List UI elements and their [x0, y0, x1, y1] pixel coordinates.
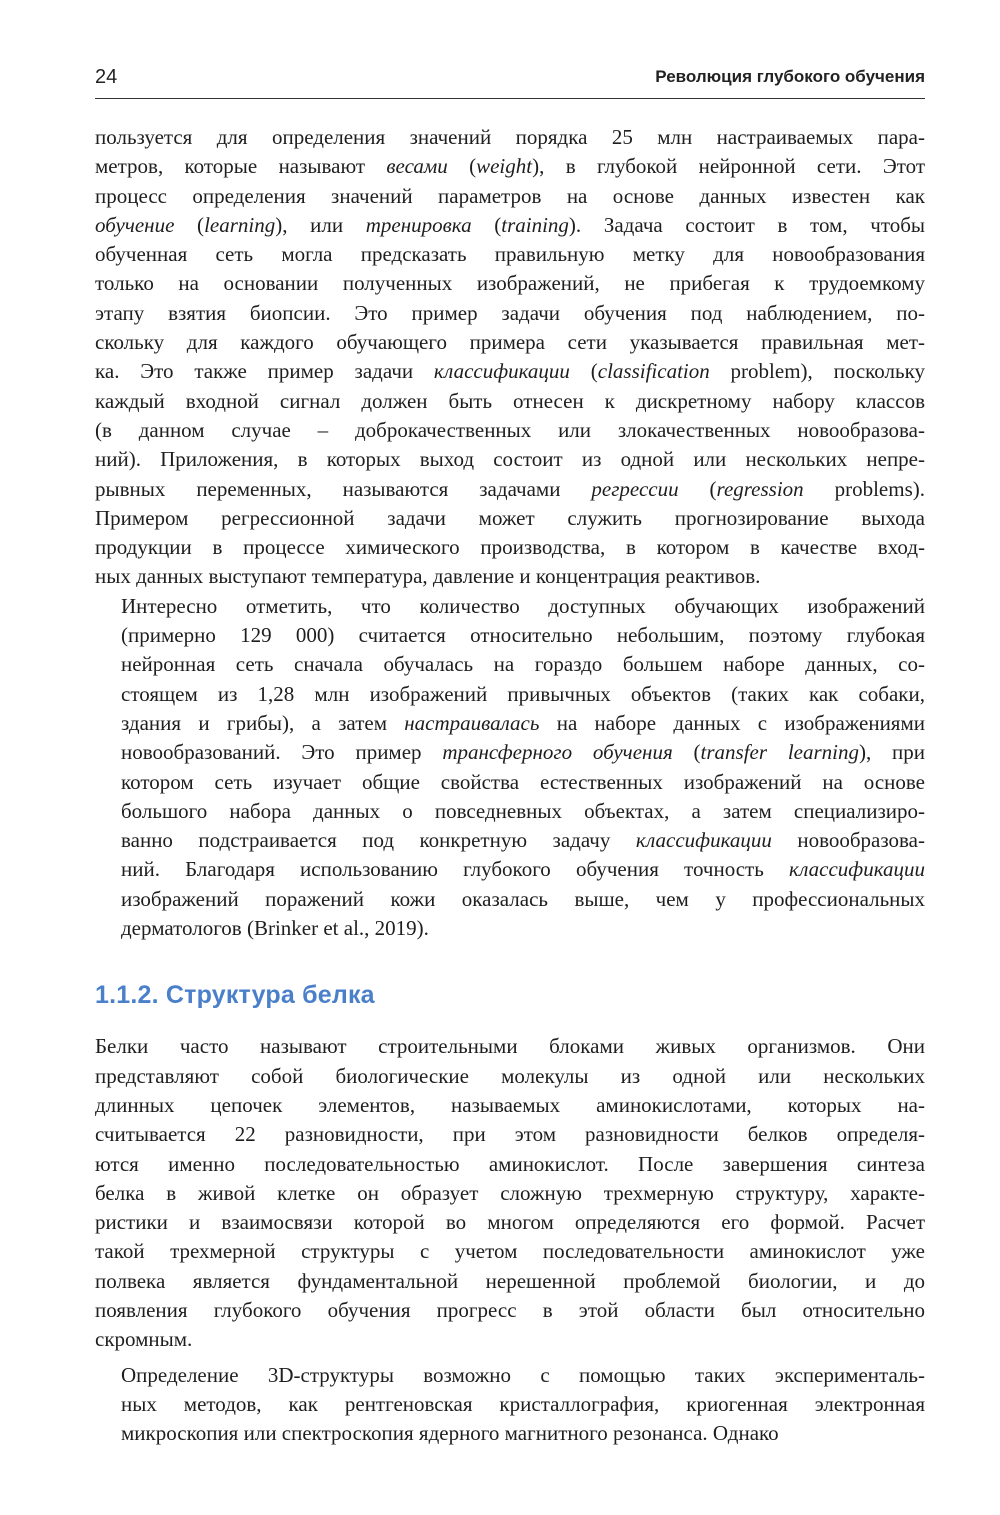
text-line: (в данном случае – доброкачественных или злокачественных новообразова- [95, 417, 925, 442]
text-line: рывных переменных, называются задачами регрессии (regression problems). [95, 476, 925, 501]
text-line: ристики и взаимосвязи которой во многом определяются его формой. Расчет [95, 1210, 925, 1235]
text-line: обученная сеть могла предсказать правильную метку для новообразования [95, 242, 925, 267]
text-line: ных данных выступают температура, давление и концентрация реактивов. [95, 564, 761, 589]
running-title: Революция глубокого обучения [655, 67, 925, 86]
text-line: длинных цепочек элементов, называемых аминокислотами, которых на- [95, 1092, 925, 1117]
text-line: Определение 3D-структуры возможно с помощью таких эксперименталь- [121, 1362, 925, 1387]
italic-term: weight [476, 154, 533, 179]
text-line: ванно подстраивается под конкретную задачу классификации новообразова- [121, 828, 925, 853]
text-line: только на основании полученных изображений, не прибегая к трудоемкому [95, 271, 925, 296]
text-line: большого набора данных о повседневных объектах, а затем специализиро- [121, 798, 925, 823]
text-line: котором сеть изучает общие свойства естественных изображений на основе [121, 769, 925, 794]
text-line: такой трехмерной структуры с учетом последовательности аминокислот уже [95, 1239, 925, 1264]
italic-term: трансферного обучения [442, 740, 673, 765]
text-line: стоящем из 1,28 млн изображений привычных объектов (таких как собаки, [121, 681, 925, 706]
text-line: Белки часто называют строительными блоками живых организмов. Они [95, 1034, 925, 1059]
text-line: скромным. [95, 1327, 193, 1352]
italic-term: training [501, 212, 569, 237]
text-line: ний. Благодаря использованию глубокого обучения точность классификации [121, 857, 925, 882]
text-line: считывается 22 разновидности, при этом разновидности белков определя- [95, 1122, 925, 1147]
italic-term: классификации [433, 359, 570, 384]
text-line: процесс определения значений параметров на основе данных известен как [95, 183, 925, 208]
italic-term: learning [204, 212, 276, 237]
text-line: изображений поражений кожи оказалась выше, чем у профессиональных [121, 886, 925, 911]
text-line: метров, которые называют весами (weight), в глубокой нейронной сети. Этот [95, 154, 925, 179]
italic-term: регрессии [591, 476, 679, 501]
text-line: (примерно 129 000) считается относительно небольшим, поэтому глубокая [121, 623, 925, 648]
text-line: представляют собой биологические молекулы из одной или нескольких [95, 1063, 925, 1088]
text-line: Интересно отметить, что количество доступных обучающих изображений [121, 593, 925, 618]
italic-term: тренировка [365, 212, 472, 237]
page-body [95, 123, 925, 1448]
section-heading: 1.1.2. Структура белка [95, 981, 375, 1010]
text-line: ются именно последовательностью аминокислот. После завершения синтеза [95, 1151, 925, 1176]
italic-term: transfer learning [700, 740, 859, 765]
italic-term: обучение [95, 212, 175, 237]
paragraph [95, 1361, 925, 1449]
text-line: этапу взятия биопсии. Это пример задачи обучения под наблюдением, по- [95, 300, 925, 325]
italic-term: классификации [788, 857, 925, 882]
text-line: полвека является фундаментальной нерешенной проблемой биологии, и до [95, 1268, 925, 1293]
paragraph [95, 592, 925, 944]
text-line: дерматологов (Brinker et al., 2019). [121, 916, 429, 941]
running-header [95, 62, 925, 99]
text-line: обучение (learning), или тренировка (training). Задача состоит в том, чтобы [95, 212, 926, 237]
text-line: новообразований. Это пример трансферного обучения (transfer learning), при [121, 740, 925, 765]
italic-term: весами [386, 154, 448, 179]
text-line: появления глубокого обучения прогресс в этой области был относительно [95, 1297, 925, 1322]
italic-term: classification [597, 359, 710, 384]
text-line: ка. Это также пример задачи классификации (classification problem), поскольку [95, 359, 925, 384]
text-line: белка в живой клетке он образует сложную трехмерную структуру, характе- [95, 1180, 925, 1205]
italic-term: классификации [635, 828, 772, 853]
italic-term: regression [716, 476, 804, 501]
text-line: Примером регрессионной задачи может служить прогнозирование выхода [95, 505, 925, 530]
text-line: продукции в процессе химического производства, в котором в качестве вход- [95, 535, 925, 560]
text-line: ний). Приложения, в которых выход состоит из одной или нескольких непре- [95, 447, 925, 472]
text-line: каждый входной сигнал должен быть отнесен к дискретному набору классов [95, 388, 925, 413]
paragraph [95, 123, 925, 592]
text-line: скольку для каждого обучающего примера сети указывается правильная мет- [95, 330, 925, 355]
text-line: пользуется для определения значений порядка 25 млн настраиваемых пара- [95, 125, 925, 149]
page-number: 24 [95, 66, 118, 88]
text-line: нейронная сеть сначала обучалась на гораздо большем наборе данных, со- [121, 652, 925, 677]
italic-term: настраивалась [404, 710, 540, 735]
text-line: микроскопия или спектроскопия ядерного магнитного резонанса. Однако [121, 1421, 779, 1446]
text-line: ных методов, как рентгеновская кристаллография, криогенная электронная [121, 1391, 925, 1416]
paragraph [95, 1032, 925, 1354]
text-line: здания и грибы), а затем настраивалась на наборе данных с изображениями [121, 710, 925, 735]
